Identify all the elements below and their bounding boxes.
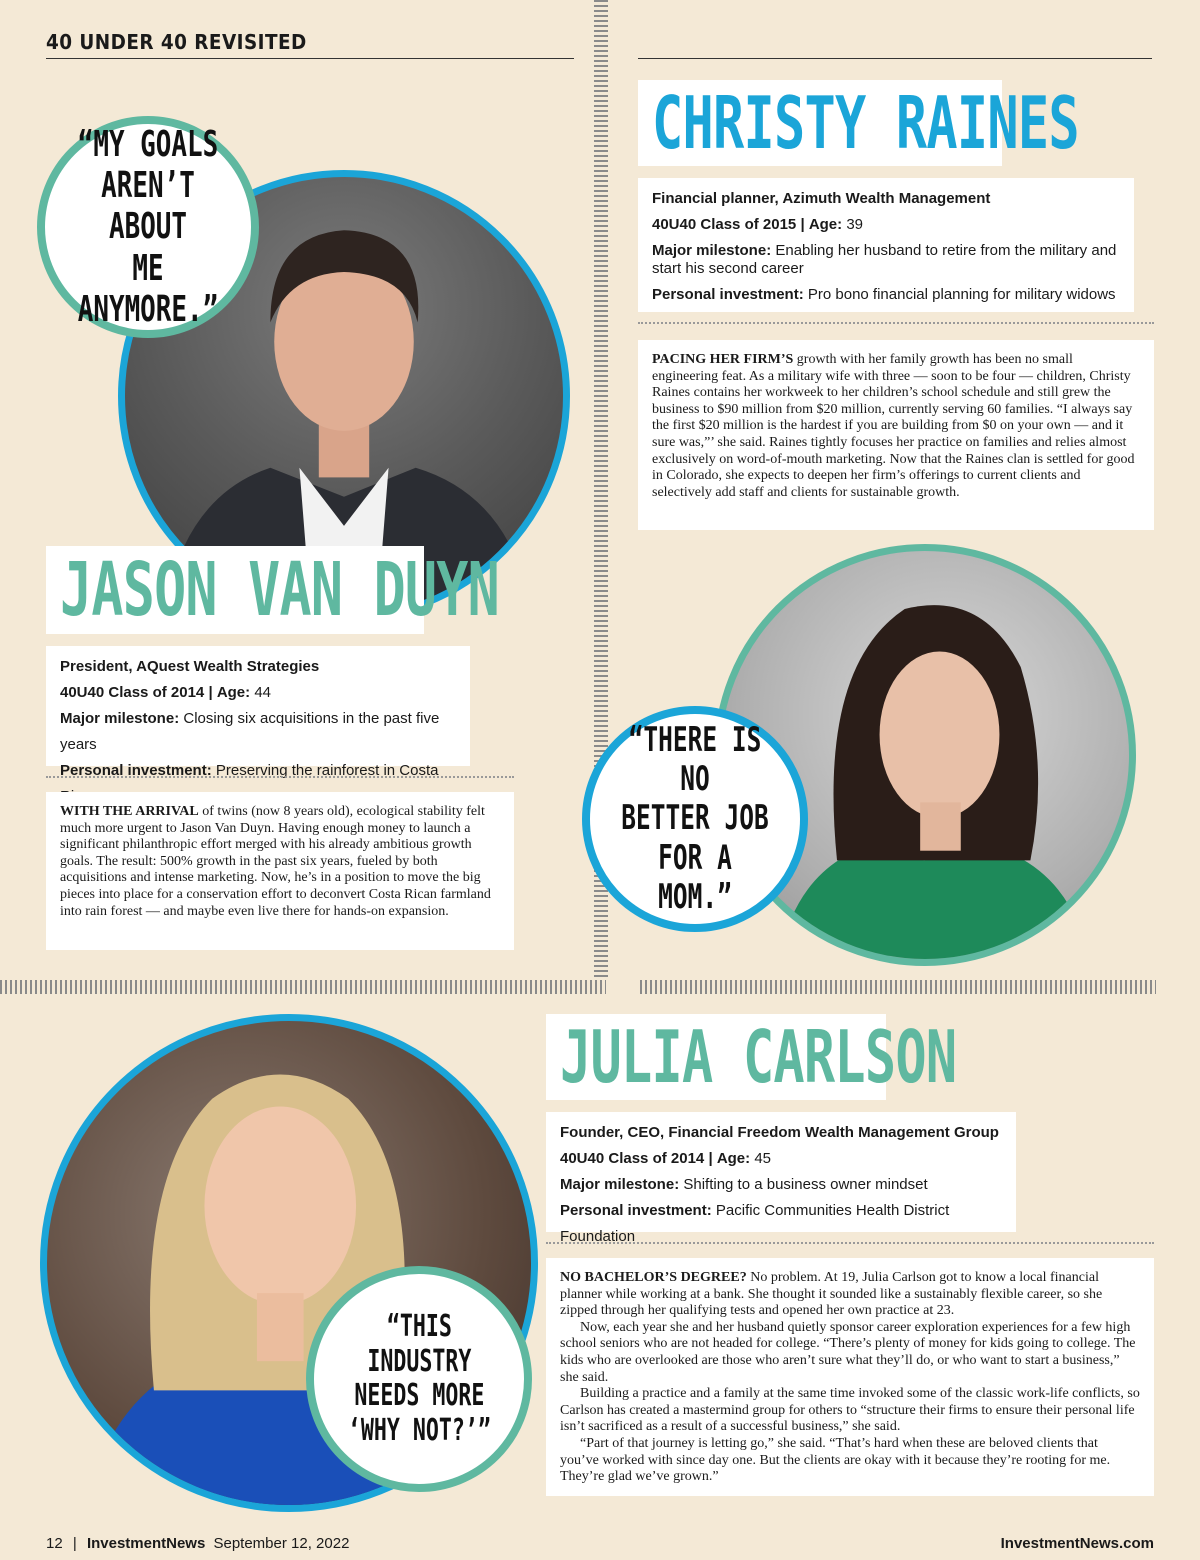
page-number: 12 [46, 1535, 63, 1552]
jason-investment-line: Personal investment: Preserving the rainforest in Costa [60, 762, 439, 779]
jason-body: WITH THE ARRIVAL of twins (now 8 years old), ecological stability felt much more urgent to Jason Van Duyn. Having enough money to launch a significant philanthropic effort merged with his already ambitious growth goals. The result: 500% growth in the past six years, fueled by both acquisitions and intense marketing. Now, he’s in a position to move the big pieces into place for a conservation effort to deconvert Costa Rican farmland into rain forest — and maybe even live there for hands-on expansion. [46, 792, 514, 950]
christy-investment-line: Personal investment: Pro bono financial planning for military widows [652, 286, 1116, 303]
jason-title: President, AQuest Wealth Strategies [60, 658, 320, 675]
jason-quote-text: “MY GOALS AREN’T ABOUT ME ANYMORE.” [77, 123, 219, 331]
julia-milestone-line: Major milestone: Shifting to a business owner mindset [560, 1176, 928, 1193]
christy-title: Financial planner, Azimuth Wealth Management [652, 190, 991, 207]
julia-body-p2: Now, each year she and her husband quietly sponsor career exploration experiences for a few high school seniors who are not headed for college. “There’s plenty of money for kids going to college. The kids who are overlooked are those who aren’t sure what they’ll do, or who want to start a business,” she said. [560, 1319, 1136, 1385]
christy-class-line: 40U40 Class of 2015 | Age: 39 [652, 216, 864, 233]
christy-dotted-rule [638, 322, 1154, 324]
christy-info-box [638, 178, 1134, 312]
jason-name: JASON VAN DUYN [60, 547, 500, 633]
jason-milestone-line: Major milestone: Closing six acquisitions in the past five years [60, 710, 440, 753]
jason-dotted-rule [46, 776, 514, 778]
jason-name-box [46, 546, 500, 634]
header-rule-left [46, 58, 574, 59]
julia-title: Founder, CEO, Financial Freedom Wealth Management Group [560, 1124, 999, 1141]
julia-class-line: 40U40 Class of 2014 | Age: 45 [560, 1150, 772, 1167]
header-rule-right [638, 58, 1152, 59]
julia-investment-line: Personal investment: Pacific Communities Health District Foundation [560, 1202, 950, 1245]
christy-name-box [638, 80, 1079, 166]
julia-body-p3: Building a practice and a family at the same time invoked some of the classic work-life conflicts, so Carlson has created a mastermind group for others to “structure their firms to ensure their personal life isn’t sacrificed as a result of a successful business,” she said. [560, 1386, 1140, 1435]
jason-quote-bubble [37, 116, 259, 338]
julia-info-box [546, 1112, 1016, 1245]
julia-body [546, 1258, 1154, 1496]
christy-quote-bubble [582, 706, 808, 932]
horizontal-divider-right [640, 980, 1156, 994]
julia-name-box [546, 1014, 957, 1100]
publication-name: InvestmentNews [86, 1535, 206, 1552]
julia-dotted-rule [546, 1242, 1154, 1244]
christy-name: CHRISTY RAINES [652, 81, 1079, 165]
footer-website[interactable]: InvestmentNews.com [1000, 1535, 1154, 1552]
jason-info-box [46, 646, 470, 779]
footer-left: 12 | InvestmentNews September 12, 2022 [46, 1535, 350, 1552]
horizontal-divider-left [0, 980, 606, 994]
publication-date: September 12, 2022 [213, 1535, 350, 1552]
julia-quote-text: “THIS INDUSTRY NEEDS MORE ‘WHY NOT?’” [347, 1309, 491, 1448]
section-title: 40 UNDER 40 REVISITED [46, 30, 307, 54]
jason-class-line: 40U40 Class of 2014 | Age: 44 [60, 684, 272, 701]
christy-milestone-line: Major milestone: Enabling her husband to retire from the military and start his second career [652, 242, 1117, 277]
julia-body-p4: “Part of that journey is letting go,” she said. “That’s hard when these are beloved clients that you’ve worked with since day one. But the clients are okay with it because they’re rooting for me. They’re glad we’ve grown.” [560, 1435, 1111, 1485]
julia-quote-bubble [306, 1266, 532, 1492]
christy-quote-text: “THERE IS NO BETTER JOB FOR A MOM.” [621, 720, 769, 917]
julia-name: JULIA CARLSON [560, 1015, 957, 1099]
julia-body-p1: NO BACHELOR’S DEGREE? No problem. At 19, Julia Carlson got to know a local financial planner while working at a bank. She thought it sounded like a sustainably flexible career, so she zipped through her qualifying tests and opened her own practice at 23. [560, 1270, 1103, 1319]
christy-body: PACING HER FIRM’S growth with her family growth has been no small engineering feat. As a military wife with three — soon to be four — children, Christy Raines contains her workweek to her children’s school schedule and still grew the business to $90 million from $20 million, currently serving 60 families. “I always say the first $20 million is the hardest if you are building from $0 on your own — and it sure was,”’ she said. Raines tightly focuses her practice on families and relies almost exclusively on word-of-mouth marketing. Now that the Raines clan is settled for good in Colorado, she expects to deepen her firm’s offerings to current clients and selectively add staff and clients for sustainable growth. [638, 340, 1154, 530]
